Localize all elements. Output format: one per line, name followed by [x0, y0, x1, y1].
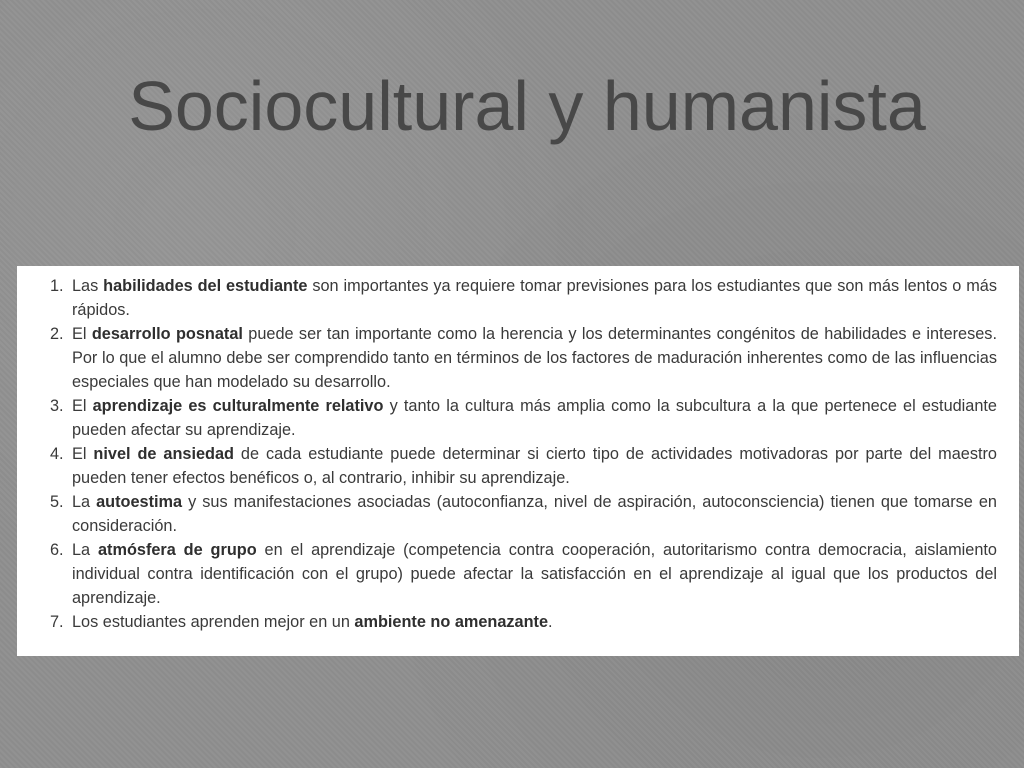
list-item: [50, 322, 997, 394]
item-number: 6.: [50, 541, 64, 559]
item-text-after: y sus manifestaciones asociadas (autoconfianza, nivel de aspiración, autoconsciencia) tienen que tomarse en consideración.: [72, 493, 997, 535]
item-text-before: El: [72, 397, 93, 415]
item-text-before: La: [72, 541, 98, 559]
item-text-bold: aprendizaje es culturalmente relativo: [92, 397, 384, 415]
numbered-list: [50, 274, 997, 634]
item-text: [72, 445, 997, 487]
item-text-after: en el aprendizaje (competencia contra cooperación, autoritarismo contra democracia, aislamiento individual contra identificación con el grupo) puede afectar la satisfacción en el aprendizaje al igual que los productos del aprendizaje.: [72, 541, 997, 607]
item-text: [72, 613, 553, 631]
item-number: 4.: [50, 445, 64, 463]
item-text-bold: nivel de ansiedad: [93, 445, 234, 463]
item-text-bold: atmósfera de grupo: [97, 541, 257, 559]
item-text-after: de cada estudiante puede determinar si cierto tipo de actividades motivadoras por parte del maestro pueden tener efectos benéficos o, al contrario, inhibir su aprendizaje.: [72, 445, 997, 487]
item-text-after: puede ser tan importante como la herencia y los determinantes congénitos de habilidades e intereses. Por lo que el alumno debe ser comprendido tanto en términos de los factores de maduración inherentes como de las influencias especiales que han modelado su desarrollo.: [72, 325, 997, 391]
item-text-after: y tanto la cultura más amplia como la subcultura a la que pertenece el estudiante pueden afectar su aprendizaje.: [72, 397, 997, 439]
item-text-before: Los estudiantes aprenden mejor en un: [72, 613, 355, 631]
item-text-before: El: [72, 325, 92, 343]
item-number: 2.: [50, 325, 64, 343]
list-item: [50, 394, 997, 442]
item-number: 1.: [50, 277, 64, 295]
content-box: [17, 266, 1019, 656]
item-number: 5.: [50, 493, 64, 511]
item-number: 7.: [50, 613, 64, 631]
item-text-after: son importantes ya requiere tomar previsiones para los estudiantes que son más lentos o más rápidos.: [72, 277, 997, 319]
item-text-bold: desarrollo posnatal: [91, 325, 243, 343]
item-text: [72, 397, 997, 439]
item-text-before: La: [72, 493, 97, 511]
item-text: [72, 277, 997, 319]
list-item: [50, 610, 997, 634]
item-text-before: El: [72, 445, 94, 463]
list-item: [50, 274, 997, 322]
item-text-bold: habilidades del estudiante: [103, 277, 308, 295]
item-text-before: Las: [72, 277, 104, 295]
item-text-after: .: [548, 613, 553, 631]
item-number: 3.: [50, 397, 64, 415]
list-item: [50, 490, 997, 538]
item-text: [72, 493, 997, 535]
list-item: [50, 442, 997, 490]
item-text: [72, 325, 997, 391]
item-text: [72, 541, 997, 607]
list-item: [50, 538, 997, 610]
item-text-bold: ambiente no amenazante: [354, 613, 549, 631]
item-text-bold: autoestima: [96, 493, 183, 511]
slide-title: Sociocultural y humanista: [128, 67, 926, 145]
